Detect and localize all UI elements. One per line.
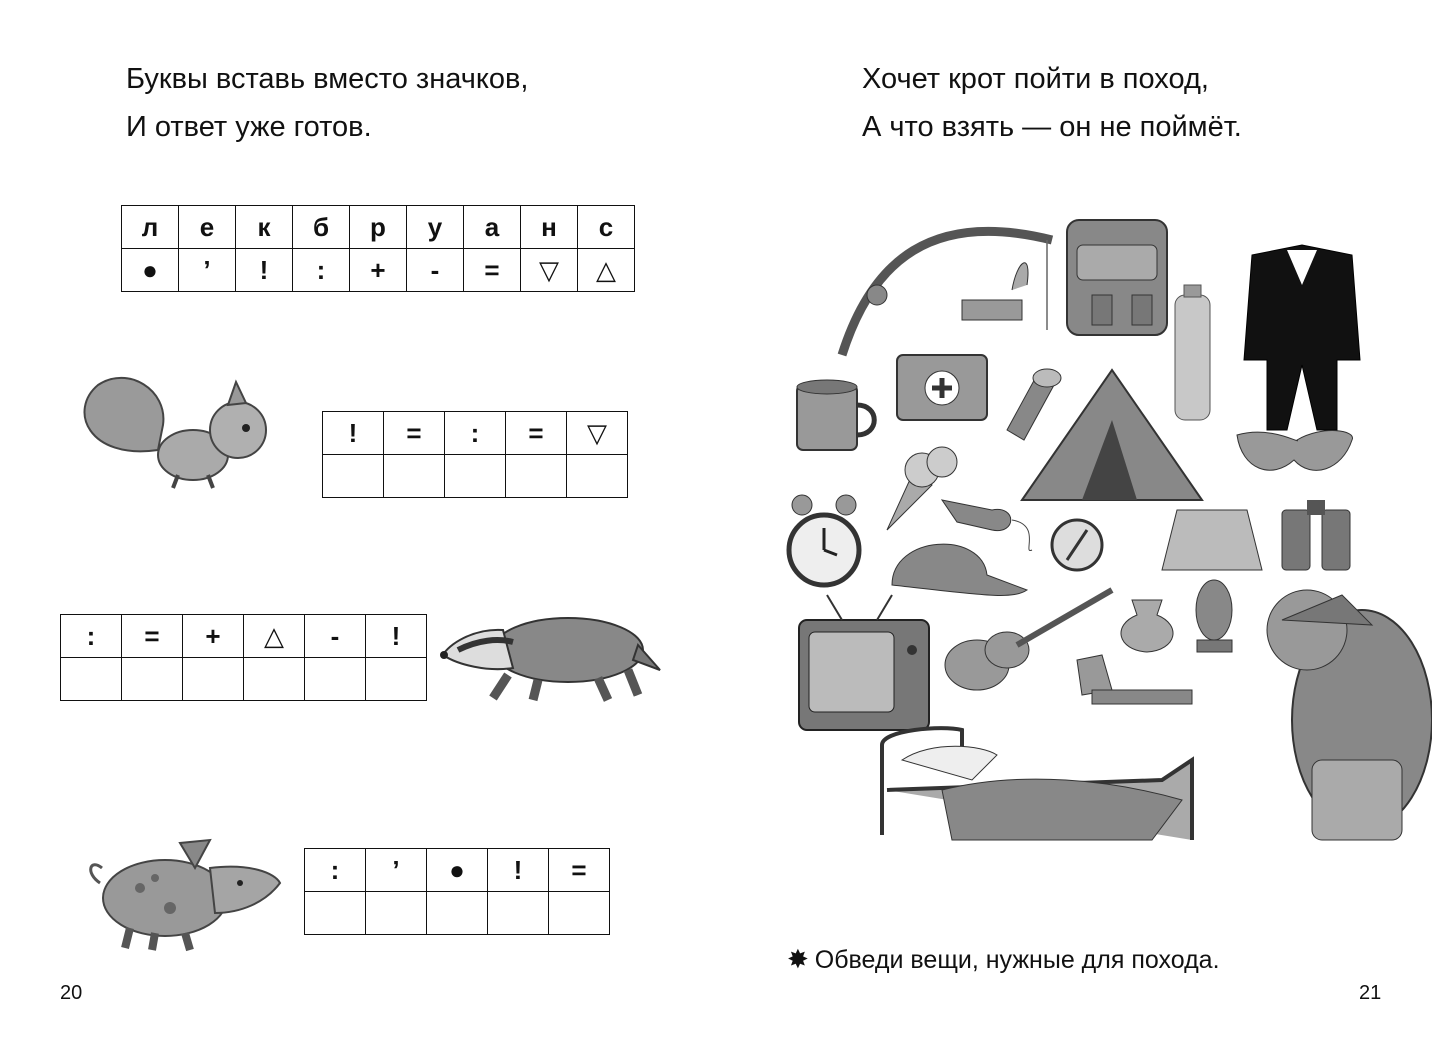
key-symbol: :: [293, 249, 350, 292]
puzzle-symbol: =: [122, 615, 183, 658]
task-marker-icon: ✸: [787, 944, 809, 974]
answer-cell[interactable]: [305, 892, 366, 935]
key-symbol: ●: [122, 249, 179, 292]
page-number-right: 21: [1359, 982, 1382, 1004]
answer-cell[interactable]: [366, 658, 427, 701]
puzzle-symbol: !: [488, 849, 549, 892]
task-text: Обведи вещи, нужные для похода.: [814, 946, 1220, 974]
key-letter: р: [350, 206, 407, 249]
key-symbols-row: [122, 249, 635, 292]
axe-picture[interactable]: [1077, 655, 1192, 704]
answer-cell[interactable]: [244, 658, 305, 701]
key-letter: л: [122, 206, 179, 249]
puzzle-symbol: !: [323, 412, 384, 455]
answer-cell[interactable]: [305, 658, 366, 701]
puzzle-symbol: =: [506, 412, 567, 455]
puzzle-symbol: =: [384, 412, 445, 455]
answer-cell[interactable]: [549, 892, 610, 935]
puzzle-symbol: !: [366, 615, 427, 658]
items-illustration: [782, 200, 1432, 880]
left-poem: [126, 55, 528, 151]
key-letter: е: [179, 206, 236, 249]
key-symbol: △: [578, 249, 635, 292]
puzzle-answer-row: [305, 892, 610, 935]
vase-picture[interactable]: [1121, 600, 1173, 652]
tuxedo-picture[interactable]: [1244, 245, 1360, 430]
answer-cell[interactable]: [445, 455, 506, 498]
squirrel-puzzle-table: [322, 411, 628, 498]
key-symbol: -: [407, 249, 464, 292]
puzzle-symbol: △: [244, 615, 305, 658]
page-number-left: 20: [60, 982, 83, 1004]
boar-puzzle-table: [304, 848, 610, 935]
right-page: [722, 0, 1445, 1051]
mug-picture[interactable]: [797, 380, 874, 450]
puzzle-answer-row: [323, 455, 628, 498]
cipher-key-table: [121, 205, 635, 292]
answer-cell[interactable]: [61, 658, 122, 701]
answer-cell[interactable]: [384, 455, 445, 498]
answer-cell[interactable]: [366, 892, 427, 935]
backpack-picture[interactable]: [1067, 220, 1167, 335]
answer-cell[interactable]: [488, 892, 549, 935]
key-symbol: ▽: [521, 249, 578, 292]
puzzle-symbol: =: [549, 849, 610, 892]
badger-picture: [438, 600, 663, 705]
puzzle-answer-row: [61, 658, 427, 701]
puzzle-symbol: ▽: [567, 412, 628, 455]
answer-cell[interactable]: [183, 658, 244, 701]
key-symbol: ’: [179, 249, 236, 292]
key-letter: н: [521, 206, 578, 249]
key-letter: к: [236, 206, 293, 249]
cap-picture[interactable]: [892, 544, 1027, 595]
squirrel-picture: [68, 370, 278, 495]
badger-puzzle-table: [60, 614, 427, 701]
compass-picture[interactable]: [1052, 520, 1102, 570]
key-letter: б: [293, 206, 350, 249]
puzzle-symbols-row: [61, 615, 427, 658]
right-poem: [862, 55, 1242, 151]
key-letter: а: [464, 206, 521, 249]
kerosene-burner-picture[interactable]: [962, 263, 1028, 320]
puzzle-symbol: +: [183, 615, 244, 658]
puzzle-symbol: ●: [427, 849, 488, 892]
key-symbol: !: [236, 249, 293, 292]
alarm-clock-picture[interactable]: [789, 495, 859, 585]
puzzle-symbol: -: [305, 615, 366, 658]
puzzle-symbols-row: [323, 412, 628, 455]
answer-cell[interactable]: [567, 455, 628, 498]
task-instruction: [787, 944, 1220, 975]
poem-line-2: И ответ уже готов.: [126, 111, 372, 143]
answer-cell[interactable]: [506, 455, 567, 498]
poem-line-2: А что взять — он не поймёт.: [862, 111, 1242, 143]
key-letter: у: [407, 206, 464, 249]
flashlight-picture[interactable]: [1007, 369, 1061, 440]
puzzle-symbol: :: [445, 412, 506, 455]
key-letter: с: [578, 206, 635, 249]
fishing-rod-picture[interactable]: [842, 231, 1052, 355]
left-page: [0, 0, 722, 1051]
puzzle-symbol: :: [61, 615, 122, 658]
bed-picture[interactable]: [882, 728, 1192, 840]
ice-cream-picture[interactable]: [887, 447, 957, 530]
key-symbol: +: [350, 249, 407, 292]
tv-picture[interactable]: [799, 595, 929, 730]
puzzle-symbols-row: [305, 849, 610, 892]
answer-cell[interactable]: [122, 658, 183, 701]
answer-cell[interactable]: [427, 892, 488, 935]
water-bottle-picture[interactable]: [1175, 285, 1210, 420]
key-letters-row: [122, 206, 635, 249]
floor-lamp-picture[interactable]: [1162, 510, 1262, 652]
key-symbol: =: [464, 249, 521, 292]
boar-picture: [80, 828, 285, 953]
mask-picture[interactable]: [1237, 431, 1352, 471]
poem-line-1: Буквы вставь вместо значков,: [126, 63, 529, 95]
poem-line-1: Хочет крот пойти в поход,: [862, 63, 1209, 95]
binoculars-picture[interactable]: [1282, 500, 1350, 570]
mole-picture[interactable]: [1267, 590, 1432, 840]
puzzle-symbol: ’: [366, 849, 427, 892]
answer-cell[interactable]: [323, 455, 384, 498]
whistle-picture[interactable]: [942, 500, 1032, 551]
puzzle-symbol: :: [305, 849, 366, 892]
first-aid-kit-picture[interactable]: [897, 355, 987, 420]
